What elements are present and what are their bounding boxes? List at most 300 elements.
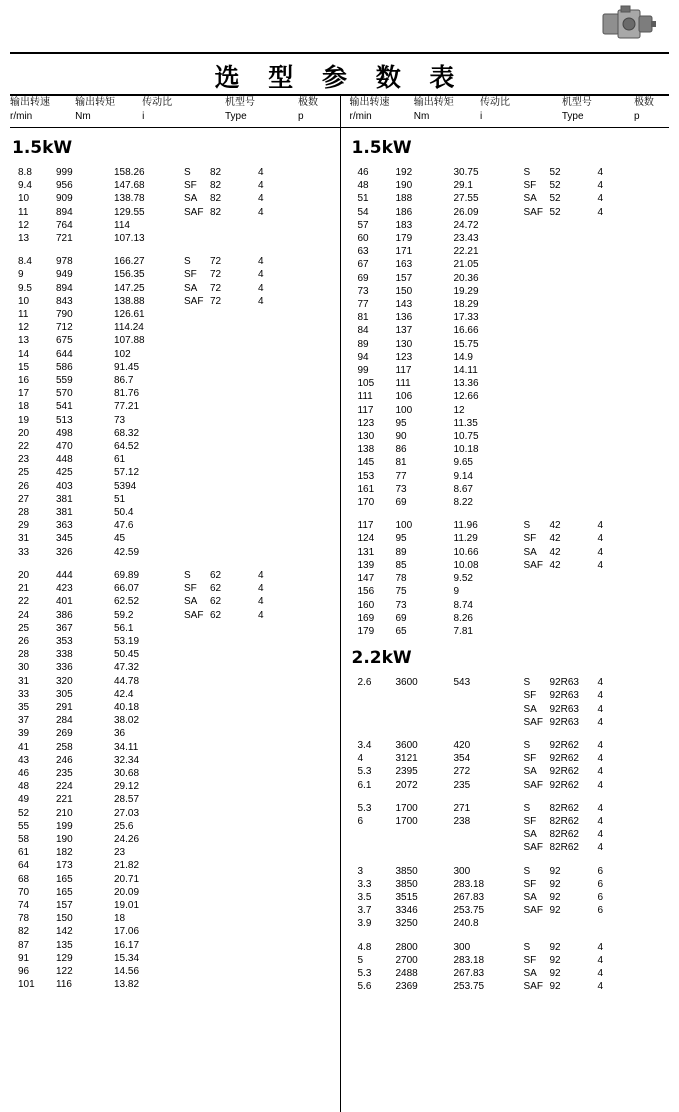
cell-output-speed: 117 bbox=[357, 520, 374, 532]
cell-poles bbox=[258, 714, 288, 727]
table-row bbox=[10, 965, 334, 978]
table-row bbox=[350, 258, 670, 271]
cell-output-torque: 541 bbox=[56, 401, 73, 413]
left-column bbox=[10, 132, 340, 1003]
cell-poles bbox=[598, 258, 628, 271]
cell-output-torque: 150 bbox=[56, 913, 73, 925]
cell-ratio: 14.56 bbox=[114, 965, 140, 977]
header-unit-rmin: r/min bbox=[10, 111, 33, 122]
cell-type-size bbox=[550, 338, 598, 351]
cell-type-size bbox=[210, 978, 258, 991]
cell-output-speed: 14 bbox=[18, 348, 30, 360]
cell-output-torque: 2395 bbox=[395, 766, 418, 778]
cell-ratio: 14.11 bbox=[453, 365, 478, 377]
cell-output-speed bbox=[350, 828, 396, 841]
table-row bbox=[350, 779, 670, 792]
right-groups-1 bbox=[350, 166, 670, 638]
cell-type-prefix: SF bbox=[523, 815, 537, 827]
cell-output-torque: 3850 bbox=[395, 878, 418, 890]
cell-type-size bbox=[210, 334, 258, 347]
table-row bbox=[10, 609, 334, 622]
cell-poles: 4 bbox=[597, 206, 604, 218]
cell-type-size: 92R62 bbox=[549, 739, 579, 751]
header-unit-type: Type bbox=[225, 111, 247, 122]
cell-type-prefix bbox=[184, 965, 210, 978]
cell-ratio: 42.59 bbox=[114, 546, 140, 558]
cell-poles bbox=[258, 925, 288, 938]
cell-ratio: 138.78 bbox=[114, 193, 145, 205]
cell-poles bbox=[598, 377, 628, 390]
cell-type-size: 42 bbox=[549, 559, 561, 571]
cell-ratio: 9.14 bbox=[453, 470, 473, 482]
cell-poles bbox=[598, 285, 628, 298]
cell-output-torque: 345 bbox=[56, 533, 73, 545]
cell-output-torque: 179 bbox=[395, 233, 413, 245]
table-row bbox=[10, 480, 334, 493]
table-row bbox=[350, 456, 670, 469]
table-row bbox=[10, 899, 334, 912]
cell-output-speed: 10 bbox=[18, 193, 30, 205]
cell-output-speed: 99 bbox=[357, 365, 369, 377]
cell-output-torque: 978 bbox=[56, 256, 73, 268]
table-row bbox=[350, 179, 670, 192]
cell-type-size bbox=[550, 285, 598, 298]
cell-type-size bbox=[210, 506, 258, 519]
cell-type-size: 52 bbox=[549, 180, 561, 192]
data-group bbox=[10, 569, 334, 992]
table-row bbox=[350, 689, 670, 702]
header-unit-nm: Nm bbox=[413, 111, 430, 122]
cell-ratio: 36 bbox=[114, 728, 126, 740]
table-row bbox=[350, 430, 670, 443]
cell-output-torque: 188 bbox=[395, 193, 413, 205]
cell-output-torque: 513 bbox=[56, 414, 73, 426]
cell-ratio: 7.81 bbox=[453, 625, 473, 637]
cell-ratio: 10.75 bbox=[453, 431, 479, 443]
cell-type-prefix: S bbox=[523, 802, 531, 814]
cell-poles bbox=[258, 873, 288, 886]
cell-poles: 4 bbox=[597, 559, 604, 571]
table-row bbox=[10, 754, 334, 767]
header-right-line1 bbox=[350, 96, 670, 110]
cell-output-torque: 143 bbox=[395, 299, 413, 311]
header-left-line2 bbox=[10, 110, 334, 124]
cell-type-size: 92R62 bbox=[549, 753, 579, 765]
cell-output-torque: 1700 bbox=[395, 802, 418, 814]
cell-poles bbox=[598, 351, 628, 364]
cell-output-torque: 843 bbox=[56, 295, 73, 307]
cell-type-prefix bbox=[524, 377, 550, 390]
cell-output-speed: 13 bbox=[18, 335, 30, 347]
cell-output-speed: 145 bbox=[357, 457, 375, 469]
cell-ratio: 18.29 bbox=[453, 299, 479, 311]
cell-type-size bbox=[210, 414, 258, 427]
cell-type-prefix: SA bbox=[523, 967, 537, 979]
cell-poles: 4 bbox=[597, 193, 604, 205]
cell-type-size bbox=[210, 939, 258, 952]
cell-poles: 4 bbox=[597, 815, 604, 827]
cell-ratio: 354 bbox=[453, 753, 471, 765]
table-row bbox=[10, 295, 334, 308]
data-group bbox=[350, 802, 670, 855]
table-row bbox=[10, 427, 334, 440]
header-output-speed: 输出转速 bbox=[10, 97, 50, 108]
cell-poles: 4 bbox=[258, 609, 264, 621]
cell-type-prefix bbox=[184, 414, 210, 427]
cell-type-prefix bbox=[184, 232, 210, 245]
cell-type-prefix: S bbox=[523, 865, 531, 877]
cell-output-speed: 147 bbox=[357, 573, 375, 585]
cell-output-torque: 790 bbox=[56, 309, 73, 321]
cell-poles bbox=[598, 272, 628, 285]
cell-type-size: 62 bbox=[210, 609, 222, 621]
table-row bbox=[10, 361, 334, 374]
cell-ratio: 38.02 bbox=[114, 715, 140, 727]
cell-type-size bbox=[210, 387, 258, 400]
cell-output-speed: 9.5 bbox=[18, 282, 32, 294]
cell-ratio: 272 bbox=[453, 766, 471, 778]
cell-type-size: 82R62 bbox=[549, 842, 579, 854]
table-row bbox=[10, 206, 334, 219]
table-row bbox=[10, 939, 334, 952]
cell-output-speed: 82 bbox=[18, 926, 30, 938]
cell-type-prefix: SF bbox=[523, 753, 537, 765]
cell-type-size bbox=[550, 572, 598, 585]
table-row bbox=[350, 612, 670, 625]
cell-output-torque: 894 bbox=[56, 282, 73, 294]
cell-output-speed: 12 bbox=[18, 219, 30, 231]
cell-type-prefix bbox=[184, 453, 210, 466]
cell-ratio: 107.88 bbox=[114, 335, 145, 347]
cell-output-speed: 3.7 bbox=[357, 905, 372, 917]
cell-type-prefix bbox=[524, 232, 550, 245]
header-right-line2 bbox=[350, 110, 670, 124]
cell-ratio: 158.26 bbox=[114, 167, 145, 178]
cell-output-torque: 69 bbox=[395, 497, 407, 509]
cell-output-torque: 401 bbox=[56, 596, 73, 608]
cell-poles: 4 bbox=[597, 520, 604, 532]
cell-poles bbox=[258, 427, 288, 440]
cell-poles: 4 bbox=[597, 703, 604, 715]
cell-type-size: 52 bbox=[549, 167, 561, 178]
cell-output-speed: 131 bbox=[357, 546, 375, 558]
table-row bbox=[350, 311, 670, 324]
cell-type-prefix: SA bbox=[523, 703, 537, 715]
cell-output-speed: 170 bbox=[357, 497, 375, 509]
cell-output-torque: 89 bbox=[395, 546, 407, 558]
cell-ratio: 28.57 bbox=[114, 794, 140, 806]
cell-type-prefix bbox=[184, 754, 210, 767]
table-row bbox=[350, 559, 670, 572]
table-row bbox=[10, 179, 334, 192]
table-row bbox=[10, 268, 334, 281]
header-unit-type: Type bbox=[561, 111, 584, 122]
cell-type-prefix bbox=[184, 532, 210, 545]
cell-type-size bbox=[210, 925, 258, 938]
cell-type-size bbox=[550, 483, 598, 496]
cell-output-speed: 28 bbox=[18, 649, 30, 661]
header-left-line1 bbox=[10, 96, 334, 110]
cell-poles: 6 bbox=[597, 865, 604, 877]
table-row bbox=[350, 417, 670, 430]
cell-type-size: 92 bbox=[549, 891, 561, 903]
cell-output-torque: 381 bbox=[56, 507, 73, 519]
cell-output-speed: 22 bbox=[18, 596, 30, 608]
table-row bbox=[350, 917, 670, 930]
cell-output-speed: 91 bbox=[18, 952, 30, 964]
cell-type-prefix: S bbox=[523, 520, 531, 532]
cell-output-torque: 78 bbox=[395, 573, 407, 585]
cell-ratio: 15.75 bbox=[453, 338, 479, 350]
cell-poles bbox=[258, 912, 288, 925]
table-row bbox=[350, 404, 670, 417]
cell-output-speed: 84 bbox=[357, 325, 369, 337]
cell-ratio: 238 bbox=[453, 815, 471, 827]
cell-ratio: 9.52 bbox=[453, 573, 473, 585]
cell-ratio: 34.11 bbox=[114, 741, 139, 753]
cell-type-prefix: SA bbox=[523, 546, 537, 558]
cell-ratio: 10.66 bbox=[453, 546, 479, 558]
cell-ratio: 253.75 bbox=[453, 981, 485, 993]
cell-output-speed: 25 bbox=[18, 622, 30, 634]
cell-ratio: 114.24 bbox=[114, 322, 144, 334]
cell-poles bbox=[258, 232, 288, 245]
header-unit-i: i bbox=[142, 111, 145, 122]
table-row bbox=[10, 453, 334, 466]
cell-output-torque bbox=[396, 841, 454, 854]
table-row bbox=[350, 483, 670, 496]
cell-ratio: 51 bbox=[114, 493, 126, 505]
table-row bbox=[350, 815, 670, 828]
cell-poles: 4 bbox=[597, 954, 604, 966]
cell-ratio: 69.89 bbox=[114, 569, 140, 581]
cell-ratio: 20.36 bbox=[453, 272, 479, 284]
cell-type-prefix bbox=[524, 585, 550, 598]
cell-ratio: 81.76 bbox=[114, 388, 140, 400]
cell-poles bbox=[258, 661, 288, 674]
cell-type-size: 52 bbox=[549, 206, 561, 218]
cell-type-size bbox=[550, 625, 598, 638]
cell-output-torque: 498 bbox=[56, 427, 73, 439]
cell-type-prefix bbox=[184, 780, 210, 793]
cell-poles bbox=[598, 417, 628, 430]
cell-poles: 4 bbox=[597, 753, 604, 765]
cell-poles: 4 bbox=[258, 180, 264, 192]
cell-output-speed: 33 bbox=[18, 546, 30, 558]
cell-output-speed: 5.3 bbox=[357, 802, 372, 814]
cell-ratio: 30.75 bbox=[453, 167, 479, 178]
cell-output-torque: 949 bbox=[56, 269, 73, 281]
cell-type-size bbox=[210, 727, 258, 740]
cell-poles bbox=[258, 846, 288, 859]
cell-type-size bbox=[550, 470, 598, 483]
cell-output-speed: 169 bbox=[357, 612, 375, 624]
data-group bbox=[350, 519, 670, 638]
cell-output-speed: 3 bbox=[357, 865, 364, 877]
table-row bbox=[10, 466, 334, 479]
cell-output-torque: 338 bbox=[56, 649, 73, 661]
cell-poles bbox=[258, 886, 288, 899]
cell-poles: 4 bbox=[258, 269, 264, 281]
cell-ratio: 30.68 bbox=[114, 767, 140, 779]
cell-ratio: 66.07 bbox=[114, 583, 140, 595]
table-row bbox=[350, 496, 670, 509]
cell-output-torque: 470 bbox=[56, 441, 73, 453]
cell-poles bbox=[598, 612, 628, 625]
cell-type-size bbox=[210, 754, 258, 767]
cell-ratio: 15.34 bbox=[114, 952, 140, 964]
cell-type-size: 42 bbox=[549, 520, 561, 532]
cell-poles bbox=[258, 546, 288, 559]
cell-output-torque: 183 bbox=[395, 219, 413, 231]
table-row bbox=[10, 793, 334, 806]
cell-type-size: 82R62 bbox=[549, 815, 579, 827]
cell-type-prefix bbox=[184, 440, 210, 453]
cell-type-size bbox=[210, 820, 258, 833]
cell-type-size bbox=[550, 351, 598, 364]
cell-type-prefix bbox=[524, 298, 550, 311]
cell-poles: 4 bbox=[597, 677, 604, 689]
cell-type-size bbox=[210, 661, 258, 674]
cell-poles bbox=[598, 483, 628, 496]
cell-type-prefix bbox=[524, 324, 550, 337]
cell-output-torque: 235 bbox=[56, 767, 73, 779]
cell-type-size bbox=[210, 321, 258, 334]
cell-output-torque: 210 bbox=[56, 807, 73, 819]
cell-output-speed: 20 bbox=[18, 427, 30, 439]
cell-type-prefix: S bbox=[184, 167, 191, 178]
table-row bbox=[350, 532, 670, 545]
cell-type-prefix: SA bbox=[184, 282, 198, 294]
cell-output-speed: 105 bbox=[357, 378, 375, 390]
cell-output-torque: 116 bbox=[56, 979, 72, 991]
cell-output-torque: 721 bbox=[56, 233, 73, 245]
cell-output-speed: 48 bbox=[357, 180, 369, 192]
table-row bbox=[10, 807, 334, 820]
cell-output-speed bbox=[350, 841, 396, 854]
cell-output-speed: 124 bbox=[357, 533, 375, 545]
cell-type-size: 42 bbox=[549, 546, 561, 558]
cell-output-torque: 999 bbox=[56, 167, 73, 178]
cell-output-torque: 381 bbox=[56, 493, 73, 505]
cell-type-prefix: SAF bbox=[523, 559, 543, 571]
cell-type-prefix: SAF bbox=[184, 609, 204, 621]
cell-output-torque bbox=[396, 703, 454, 716]
cell-type-size bbox=[550, 258, 598, 271]
cell-output-speed: 8.4 bbox=[18, 256, 32, 268]
cell-poles bbox=[598, 917, 628, 930]
cell-type-prefix bbox=[184, 688, 210, 701]
cell-output-speed: 29 bbox=[18, 520, 30, 532]
cell-poles: 4 bbox=[597, 842, 604, 854]
cell-type-size: 82R62 bbox=[549, 829, 579, 841]
cell-type-size bbox=[210, 912, 258, 925]
table-row bbox=[10, 308, 334, 321]
cell-poles bbox=[258, 519, 288, 532]
cell-type-prefix: SAF bbox=[523, 905, 543, 917]
cell-type-size: 92R63 bbox=[549, 716, 579, 728]
cell-output-speed: 23 bbox=[18, 454, 30, 466]
data-group bbox=[10, 166, 334, 245]
header-unit-p: p bbox=[633, 111, 640, 122]
cell-output-speed: 3.9 bbox=[357, 918, 372, 930]
header-unit-rmin: r/min bbox=[349, 111, 372, 122]
cell-ratio: 19.01 bbox=[114, 899, 140, 911]
cell-ratio: 24.72 bbox=[453, 219, 479, 231]
cell-output-speed: 3.3 bbox=[357, 878, 372, 890]
table-row bbox=[350, 364, 670, 377]
cell-output-speed: 54 bbox=[357, 206, 369, 218]
data-group bbox=[350, 941, 670, 994]
cell-poles bbox=[598, 232, 628, 245]
cell-output-torque: 444 bbox=[56, 569, 73, 581]
table-row bbox=[350, 572, 670, 585]
cell-ratio: 267.83 bbox=[453, 891, 485, 903]
cell-type-size bbox=[210, 308, 258, 321]
table-row bbox=[10, 661, 334, 674]
cell-type-size: 92R63 bbox=[549, 690, 579, 702]
cell-type-size: 82 bbox=[210, 167, 222, 178]
cell-type-prefix bbox=[184, 873, 210, 886]
cell-output-torque: 386 bbox=[56, 609, 73, 621]
cell-poles bbox=[258, 727, 288, 740]
cell-type-size: 92 bbox=[549, 878, 561, 890]
cell-type-prefix bbox=[184, 387, 210, 400]
cell-output-speed: 81 bbox=[357, 312, 369, 324]
cell-type-prefix bbox=[524, 285, 550, 298]
cell-type-prefix bbox=[524, 245, 550, 258]
cell-type-prefix: SA bbox=[523, 193, 537, 205]
cell-poles bbox=[258, 493, 288, 506]
table-row bbox=[350, 519, 670, 532]
cell-output-speed: 46 bbox=[357, 167, 369, 178]
table-row bbox=[10, 348, 334, 361]
cell-output-speed: 43 bbox=[18, 754, 30, 766]
cell-output-torque: 2700 bbox=[395, 954, 418, 966]
cell-output-speed: 21 bbox=[18, 583, 30, 595]
cell-type-prefix bbox=[184, 374, 210, 387]
cell-poles bbox=[258, 741, 288, 754]
cell-output-speed: 2.6 bbox=[357, 677, 372, 689]
cell-type-size: 82 bbox=[210, 206, 222, 218]
cell-type-prefix: SAF bbox=[523, 716, 543, 728]
cell-ratio: 9.65 bbox=[453, 457, 473, 469]
cell-output-speed: 5.3 bbox=[357, 766, 372, 778]
table-row bbox=[350, 272, 670, 285]
cell-type-prefix bbox=[524, 456, 550, 469]
cell-output-speed: 24 bbox=[18, 609, 30, 621]
cell-type-prefix bbox=[184, 701, 210, 714]
cell-poles bbox=[598, 625, 628, 638]
cell-type-prefix bbox=[184, 952, 210, 965]
cell-ratio: 271 bbox=[453, 802, 471, 814]
cell-type-size bbox=[210, 688, 258, 701]
cell-output-torque: 165 bbox=[56, 886, 73, 898]
table-row bbox=[350, 166, 670, 179]
cell-output-speed: 11 bbox=[18, 309, 29, 321]
table-row bbox=[10, 493, 334, 506]
cell-poles bbox=[258, 440, 288, 453]
cell-output-torque: 326 bbox=[56, 546, 73, 558]
cell-poles: 4 bbox=[597, 739, 604, 751]
cell-poles bbox=[258, 506, 288, 519]
cell-poles bbox=[598, 470, 628, 483]
cell-ratio: 11.29 bbox=[453, 533, 478, 545]
cell-output-speed: 17 bbox=[18, 388, 30, 400]
cell-type-prefix bbox=[184, 899, 210, 912]
table-row bbox=[10, 635, 334, 648]
cell-type-prefix bbox=[184, 833, 210, 846]
